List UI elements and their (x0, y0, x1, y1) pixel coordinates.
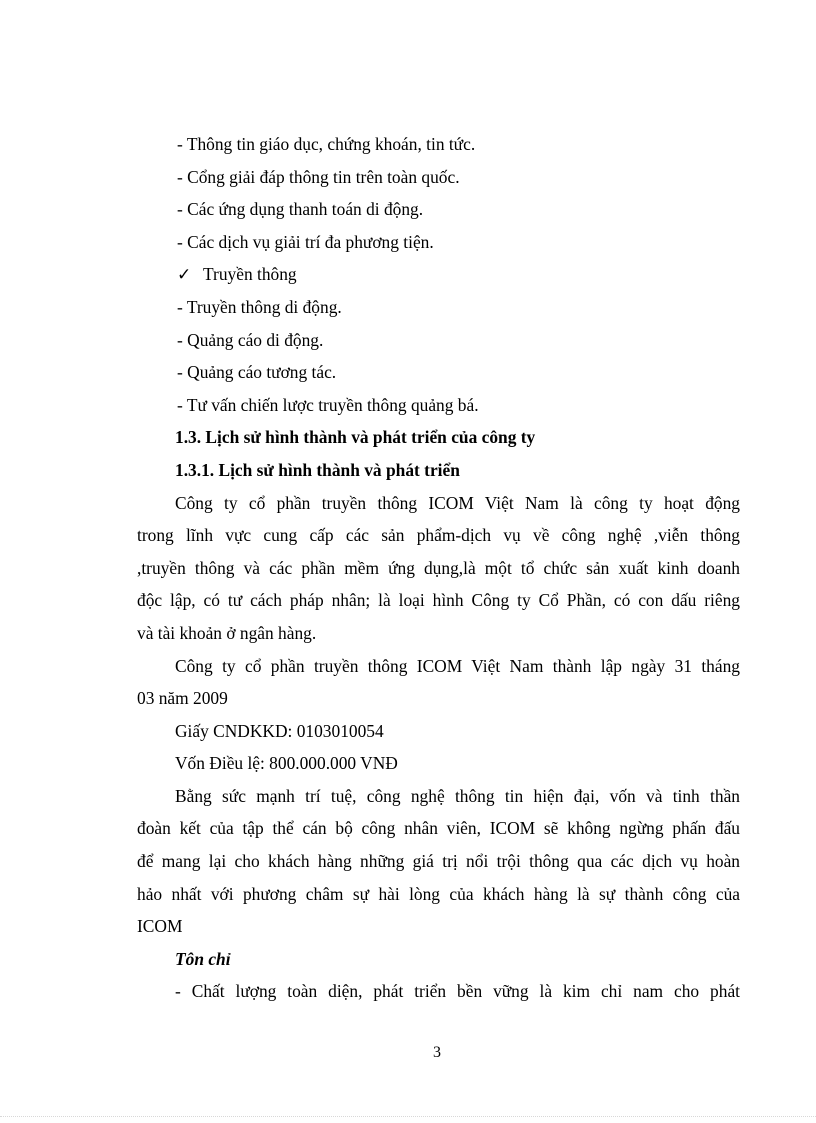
paragraph-founding (137, 650, 740, 715)
paragraph-line: Công ty cổ phần truyền thông ICOM Việt Nam là công ty hoạt động (175, 492, 740, 513)
paragraph-line: ICOM (137, 916, 183, 937)
paragraph-company-intro (137, 487, 740, 650)
paragraph-mission (137, 780, 740, 943)
bullet-item: - Quảng cáo di động. (177, 329, 324, 350)
business-license: Giấy CNDKKD: 0103010054 (175, 720, 384, 741)
checkmark-icon: ✓ (177, 265, 192, 286)
motto-line: - Chất lượng toàn diện, phát triển bền vững là kim chỉ nam cho phát (175, 981, 740, 1002)
bullet-item: - Các dịch vụ giải trí đa phương tiện. (177, 231, 434, 252)
motto-heading: Tôn chỉ (175, 948, 231, 969)
page-body (137, 128, 740, 1008)
bullet-item: - Cổng giải đáp thông tin trên toàn quốc. (177, 166, 460, 187)
bullet-item: - Các ứng dụng thanh toán di động. (177, 199, 424, 220)
bullet-item: - Tư vấn chiến lược truyền thông quảng bá. (177, 394, 479, 415)
bullet-item: - Thông tin giáo dục, chứng khoán, tin tức. (177, 134, 476, 154)
paragraph-line: Bằng sức mạnh trí tuệ, công nghệ thông tin hiện đại, vốn và tinh thần (175, 785, 740, 806)
paragraph-line: và tài khoản ở ngân hàng. (137, 622, 317, 643)
check-list-item (137, 258, 740, 291)
paragraph-line: trong lĩnh vực cung cấp các sản phẩm-dịch vụ về công nghệ ,viễn thông (137, 525, 740, 546)
section-heading: 1.3. Lịch sử hình thành và phát triển của công ty (175, 427, 536, 448)
paragraph-line: hảo nhất với phương châm sự hài lòng của khách hàng là sự thành công của (137, 883, 740, 904)
subsection-heading: 1.3.1. Lịch sử hình thành và phát triển (175, 459, 460, 480)
paragraph-line: ,truyền thông và các phần mềm ứng dụng,là một tổ chức sản xuất kinh doanh (137, 557, 740, 578)
bullet-item: - Quảng cáo tương tác. (177, 362, 337, 383)
charter-capital: Vốn Điều lệ: 800.000.000 VNĐ (175, 753, 398, 774)
paragraph-line: 03 năm 2009 (137, 688, 228, 709)
paragraph-line: độc lập, có tư cách pháp nhân; là loại hình Công ty Cổ Phần, có con dấu riêng (137, 590, 740, 611)
bullet-item: - Truyền thông di động. (177, 296, 342, 317)
paragraph-line: Công ty cổ phần truyền thông ICOM Việt Nam thành lập ngày 31 tháng (175, 655, 740, 676)
paragraph-line: đoàn kết của tập thể cán bộ công nhân viên, ICOM sẽ không ngừng phấn đấu (137, 818, 740, 839)
check-list-label: Truyền thông (203, 264, 297, 285)
paragraph-line: để mang lại cho khách hàng những giá trị nổi trội thông qua các dịch vụ hoàn (137, 851, 740, 872)
page-bottom-divider (0, 1116, 816, 1117)
page-number: 3 (433, 1044, 441, 1061)
